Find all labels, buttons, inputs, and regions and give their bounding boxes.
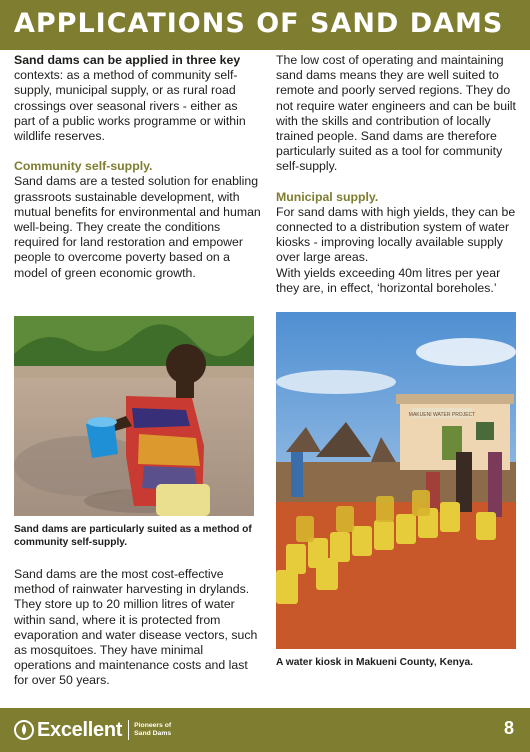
- water-drop-logo-icon: [14, 720, 34, 740]
- logo-wordmark: Excellent: [37, 718, 123, 741]
- municipal-text-1: For sand dams with high yields, they can be connected to a distribution system of water kiosks - improving locally available supply over large areas.: [276, 204, 516, 265]
- community-text: Sand dams are a tested solution for enabling grassroots sustainable development, with mutual benefits for environmental and human well-being. They create the conditions required for land restoration and empower people to overcome poverty based on a model of green economic growth.: [14, 174, 261, 280]
- left-text-column: [14, 53, 262, 281]
- woman-fetching-water-image: [14, 316, 254, 516]
- logo-divider: [128, 720, 129, 740]
- community-heading: Community self-supply.: [14, 159, 153, 174]
- right-text-column: [276, 53, 516, 296]
- municipal-heading: Municipal supply.: [276, 189, 379, 204]
- cost-effective-paragraph: Sand dams are the most cost-effective method of rainwater harvesting in drylands. They store up to 20 million litres of water within sand, where it is protected from evaporation and water disease vectors, such as mosquitoes. They have minimal operations and maintenance costs and last for over 50 years.: [14, 567, 258, 688]
- cost-paragraph: The low cost of operating and maintaining sand dams means they are well suited to remote and poorly served regions. They do not require water engineers and can be built with the skills and contribution of locally trained people. Sand dams are therefore particularly suited as a tool for community self-supply.: [276, 53, 516, 174]
- tagline-line-2: Sand Dams: [134, 730, 172, 737]
- community-photo: [14, 316, 254, 516]
- page-title: APPLICATIONS OF SAND DAMS: [14, 8, 504, 39]
- tagline-line-1: Pioneers of: [134, 722, 172, 729]
- title-banner: [0, 0, 530, 50]
- kiosk-sign-text: MAKUENI WATER PROJECT: [408, 412, 476, 418]
- logo-tagline: [134, 722, 171, 738]
- intro-paragraph: [14, 53, 262, 144]
- municipal-text-2: With yields exceeding 40m litres per year they are, in effect, ‘horizontal boreholes.’: [276, 265, 501, 295]
- page-number: 8: [503, 718, 514, 738]
- community-photo-caption: Sand dams are particularly suited as a method of community self-supply.: [14, 524, 252, 548]
- water-kiosk-image: [276, 312, 516, 649]
- water-kiosk-caption: A water kiosk in Makueni County, Kenya.: [276, 657, 474, 668]
- intro-lead: Sand dams can be applied in three key: [14, 53, 241, 67]
- bottom-text-column: [14, 567, 258, 689]
- footer-bar: [0, 708, 530, 752]
- excellent-logo: [14, 718, 171, 742]
- water-kiosk-photo: [276, 312, 516, 649]
- intro-text: contexts: as a method of community self-supply, municipal supply, or as rural road crossings over seasonal rivers - either as part of a public works programme or within wildlife reserves.: [14, 68, 246, 144]
